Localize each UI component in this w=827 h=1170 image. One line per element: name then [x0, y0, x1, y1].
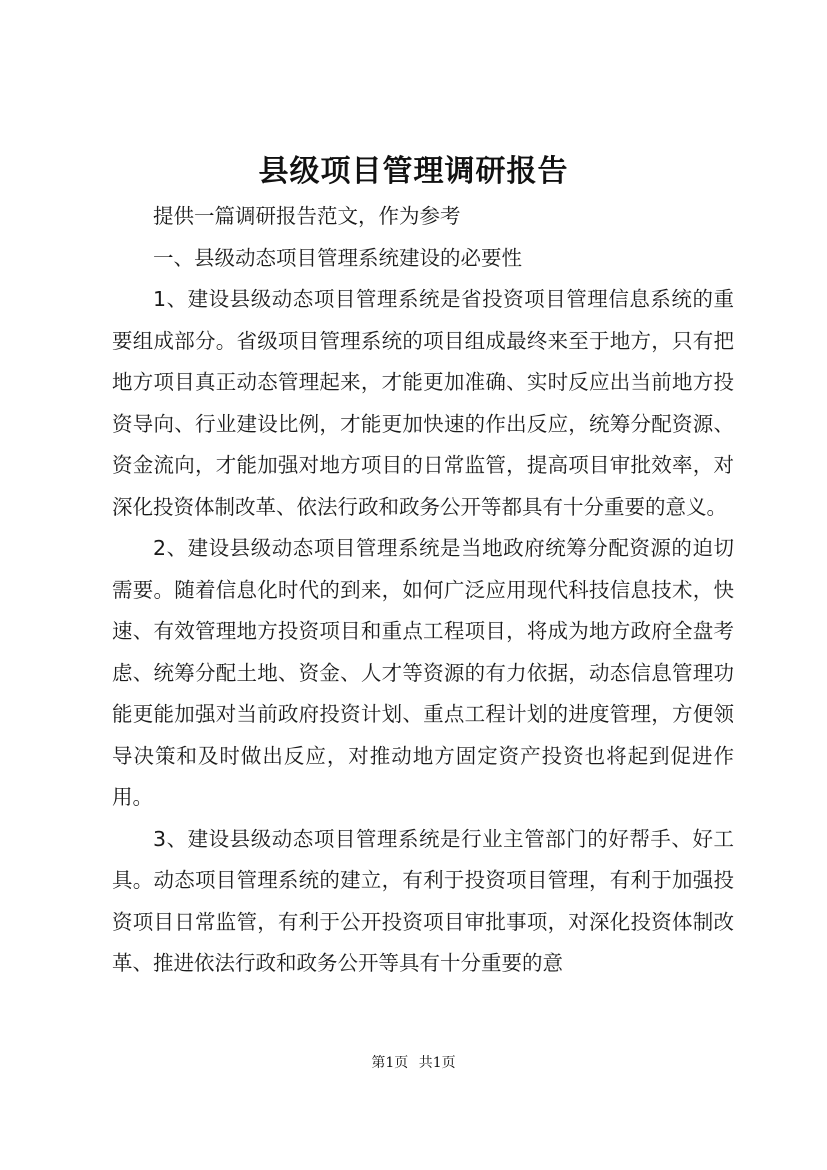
paragraph-1: 1、建设县级动态项目管理系统是省投资项目管理信息系统的重要组成部分。省级项目管理系统的项目组成最终来至于地方，只有把地方项目真正动态管理起来，才能更加准确、实时反应出当前地方投资导向、行业建设比例，才能更加快速的作出反应，统筹分配资源、资金流向，才能加强对地方项目的日常监管，提高项目审批效率，对深化投资体制改革、依法行政和政务公开等都具有十分重要的意义。 [112, 287, 734, 519]
page-footer [0, 1052, 827, 1072]
document-body [112, 196, 734, 985]
page-total: 共1页 [418, 1055, 456, 1071]
page-number: 第1页 [371, 1055, 409, 1071]
paragraph-3: 3、建设县级动态项目管理系统是行业主管部门的好帮手、好工具。动态项目管理系统的建立，有利于投资项目管理，有利于加强投资项目日常监管，有利于公开投资项目审批事项，对深化投资体制改革、推进依法行政和政务公开等具有十分重要的意 [112, 826, 734, 975]
paragraph-2: 2、建设县级动态项目管理系统是当地政府统筹分配资源的迫切需要。随着信息化时代的到来，如何广泛应用现代科技信息技术，快速、有效管理地方投资项目和重点工程项目，将成为地方政府全盘考虑、统筹分配土地、资金、人才等资源的有力依据，动态信息管理功能更能加强对当前政府投资计划、重点工程计划的进度管理，方便领导决策和及时做出反应，对推动地方固定资产投资也将起到促进作用。 [112, 536, 734, 809]
document-title: 县级项目管理调研报告 [258, 154, 569, 189]
intro-paragraph: 提供一篇调研报告范文，作为参考 [153, 204, 461, 228]
section-heading: 一、县级动态项目管理系统建设的必要性 [153, 245, 522, 270]
